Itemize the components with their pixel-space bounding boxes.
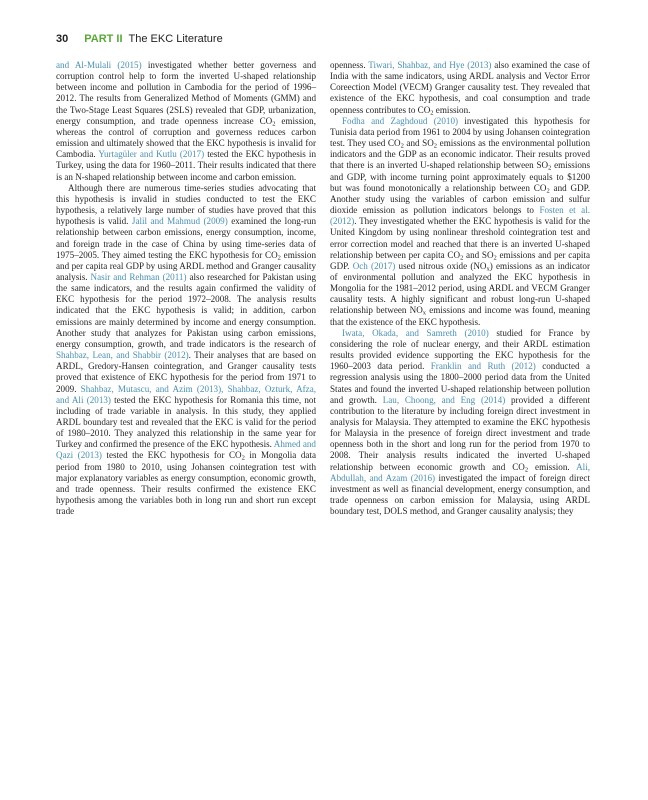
subscript: 2	[241, 454, 245, 462]
citation-link[interactable]: Jalil and Mahmud (2009)	[131, 216, 228, 227]
text-run: Although there are numerous time-series studies advocating that this hypothesis is invalid in studies conducted to test the EKC hypothesis, a relatively large number of studies have proved that this hypothesis is valid.	[56, 182, 316, 227]
citation-link[interactable]: Ali, Abdullah, and Azam (2016)	[330, 461, 590, 483]
text-run: tested the EKC hypothesis for CO	[101, 450, 242, 461]
page-number: 30	[56, 33, 69, 45]
citation-link[interactable]: Och (2017)	[352, 260, 396, 271]
text-run: . They investigated whether the EKC hypothesis is valid for the United Kingdom by using nonlinear threshold cointegration test and error correction model and reached that there is an inverted U-shaped relationship between per capita CO	[330, 216, 590, 260]
text-run: and SO	[463, 249, 494, 260]
paragraph	[56, 183, 316, 518]
subscript: 2	[430, 109, 434, 117]
subscript: x	[422, 309, 427, 317]
text-run: . Their analyses that are based on ARDL, Gredory-Hansen cointegration, and Granger causality tests proved that existence of EKC hypothesis for the period from 1971 to 2009.	[56, 350, 316, 394]
text-run: also examined the case of India with the same indicators, using ARDL analysis and Vector Error Coreection Model (VECM) Granger causality test. They revealed that existence of the EKC hypothesis, and coal consumption and trade openness contributes to CO	[330, 60, 590, 115]
subscript: 2	[546, 187, 550, 195]
citation-link[interactable]: Fosten et al. (2012)	[330, 205, 590, 227]
citation-link[interactable]: and Al-Mulali (2015)	[56, 60, 142, 70]
text-run: emission, whereas the control of corruption and governess reduces carbon emission and ultimately showed that the EKC hypothesis is invalid for Cambodia.	[56, 115, 316, 160]
subscript: 2	[433, 142, 438, 150]
text-run: and SO	[403, 138, 434, 149]
text-run: examined the long-run relationship between carbon emissions, energy consumption, income, and foreign trade in the case of China by using time-series data of 1975–2005. They aimed testing the EKC hypothesis for CO	[56, 216, 316, 260]
citation-link[interactable]: Iwata, Okada, and Samreth (2010)	[342, 327, 489, 338]
text-run: emissions and GDP, with income turning point approximately equals to $1200 but was found monotonically a relationship between CO	[330, 160, 590, 193]
paragraph	[330, 116, 590, 328]
text-run: used nitrous oxide (NO	[395, 260, 487, 271]
subscript: 2	[548, 164, 552, 172]
text-run: investigated this hypothesis for Tunisia data period from 1961 to 2004 by using Johansen cointegration test. They used CO	[330, 115, 590, 149]
citation-link[interactable]: Shahbaz, Mutascu, and Azim (2013), Shahbaz, Ozturk, Afza, and Ali (2013)	[56, 383, 317, 405]
text-run: emission.	[433, 104, 471, 115]
citation-link[interactable]: Yurtagüler and Kutlu (2017)	[98, 149, 205, 160]
subscript: 2	[460, 254, 464, 262]
text-run: emissions and income was found, meaning that the existence of the EKC hypothesis.	[330, 305, 590, 327]
citation-link[interactable]: Nasir and Rehman (2011)	[90, 271, 187, 282]
subscript: 2	[524, 466, 529, 474]
citation-link[interactable]: Fodha and Zaghdoud (2010)	[342, 115, 459, 126]
right-column	[330, 60, 590, 517]
text-run: investigated the impact of foreign direct investment as well as financial development, energy consumption, and trade openness on carbon emission for Malaysia, using ARDL boundary test, DOLS method, and Granger causality analysis; they	[330, 472, 590, 517]
text-run: and GDP. Another study using the variables of carbon emission and sulfur dioxide emission as pollution indicators belongs to	[330, 182, 590, 216]
text-run: openness.	[330, 60, 369, 70]
running-header	[56, 33, 223, 47]
left-column	[56, 60, 316, 517]
text-run: emission and per capita real GDP by using ARDL method and Granger causality analysis.	[56, 249, 316, 282]
text-run: emission.	[528, 461, 577, 472]
text-run: studied for France by considering the role of nuclear energy, and their ARDL estimation results provided evidence supporting the EKC hypothesis for the 1960–2003 data period.	[330, 327, 590, 372]
subscript: x	[486, 265, 490, 273]
part-label: PART II	[84, 33, 123, 45]
text-run: provided a different contribution to the literature by including foreign direct investment in analysis for Malaysia. They attempted to examine the EKC hypothesis for Malaysia in the presence of foreign direct investment and trade openness both in the short and long run for the period from 1970 to 2008. Their analysis results indicated the inverted U-shaped relationship between economic growth and CO	[330, 394, 591, 472]
part-title: The EKC Literature	[128, 33, 223, 45]
citation-link[interactable]: Lau, Choong, and Eng (2014)	[382, 394, 506, 405]
text-run: in Mongolia data period from 1980 to 2010, using Johansen cointegration test with major explanatory variables as energy consumption, economic growth, and trade openness. Their results confirmed the existence EKC hypothesis among the variables both in long run and short run except trade	[56, 450, 316, 517]
text-run: ) emissions as an indicator of environmental pollution and analyzed the EKC hypothesis in Mongolia for the 1981–2012 period, using ARDL and VECM Granger causality tests. A highly significant and robust long-run U-shaped relationship between NO	[330, 260, 591, 316]
citation-link[interactable]: Franklin and Ruth (2012)	[430, 361, 536, 372]
text-run: emissions as the environmental pollution indicators and the GDP as an economic indicator. Their results proved that there is an inverted U-shaped relationship between SO	[330, 138, 591, 171]
text-run: also researched for Pakistan using the same indicators, and the results again confirmed the validity of EKC hypothesis for the period 1972–2008. The analysis results indicated that the EKC hypothesis is valid; in addition, carbon emissions are mainly determined by income and energy consumption. Another study that analyzes for Pakistan using carbon emissions, energy consumption, growth, and trade indicators is the research of	[56, 271, 316, 349]
paragraph	[330, 328, 590, 518]
subscript: 2	[272, 120, 276, 128]
citation-link[interactable]: Ahmed and Qazi (2013)	[56, 439, 316, 461]
subscript: 2	[277, 254, 281, 262]
subscript: 2	[493, 254, 497, 262]
citation-link[interactable]: Tiwari, Shahbaz, and Hye (2013)	[368, 60, 492, 70]
paragraph	[330, 60, 590, 116]
paragraph	[56, 60, 316, 183]
text-run: tested the EKC hypothesis for Romania this time, not including of trade variable in analysis. In this study, they applied ARDL boundary test and revealed that the EKC is valid for the period of 1980–2010. They analyzed this relationship in the same year for Turkey and confirmed the presence of the EKC hypothesis.	[56, 394, 316, 450]
citation-link[interactable]: Shahbaz, Lean, and Shabbir (2012)	[56, 350, 189, 361]
text-run: emissions and per capita GDP.	[330, 249, 590, 271]
text-run: tested the EKC hypothesis in Turkey, using the data for 1960–2011. Their results indicated that there is an N-shaped relationship between income and carbon emission.	[56, 149, 317, 182]
text-run: investigated whether better governess and corruption control help to form the inverted U-shaped relationship between income and pollution in Cambodia for the period of 1996–2012. The results from Generalized Method of Moments (GMM) and the Two-Stage Least Squares (2SLS) revealed that GDP, urbanization, energy consumption, and trade openness increase CO	[56, 60, 316, 126]
text-run: conducted a regression analysis using the 1800–2000 period data from the United States and found the inverted U-shaped relationship between pollution and growth.	[330, 361, 590, 405]
subscript: 2	[400, 142, 404, 150]
